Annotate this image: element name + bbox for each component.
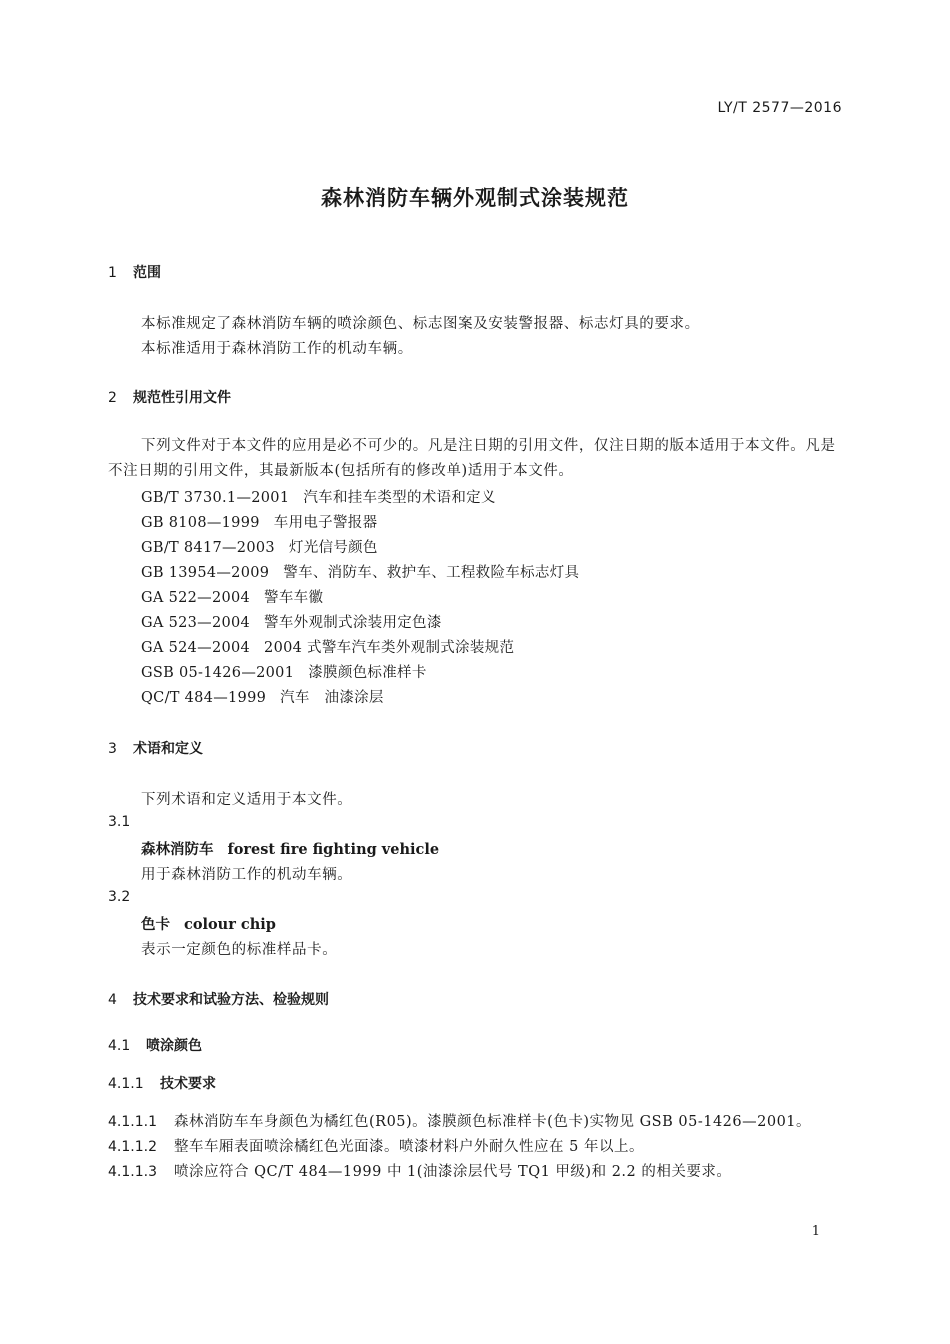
reference-title: 警车、消防车、救护车、工程救险车标志灯具: [283, 565, 580, 581]
reference-item: [141, 511, 377, 532]
subsection-number: 4.1.1: [108, 1076, 144, 1092]
clause-number: 4.1.1.3: [108, 1164, 157, 1180]
section-title: 范围: [133, 265, 161, 281]
section-title: 技术要求和试验方法、检验规则: [133, 992, 329, 1008]
section-4-heading: [108, 989, 329, 1009]
reference-code: GB/T 8417—2003: [141, 540, 275, 556]
clause-text: 喷涂应符合 QC/T 484—1999 中 1(油漆涂层代号 TQ1 甲级)和 2.2 的相关要求。: [174, 1164, 732, 1180]
clause-number: 4.1.1.2: [108, 1139, 157, 1155]
section-number: 1: [108, 265, 117, 281]
term-number: 3.2: [108, 889, 131, 905]
reference-item: [141, 586, 323, 607]
subsection-4-1-heading: [108, 1035, 202, 1055]
reference-code: GA 522—2004: [141, 590, 251, 606]
term-heading: [141, 913, 276, 934]
reference-title: 漆膜颜色标准样卡: [308, 665, 427, 681]
term-zh: 森林消防车: [141, 842, 214, 858]
scope-paragraph-1: 本标准规定了森林消防车辆的喷涂颜色、标志图案及安装警报器、标志灯具的要求。: [141, 316, 700, 332]
references-intro: 下列文件对于本文件的应用是必不可少的。凡是注日期的引用文件，仅注日期的版本适用于本文件。凡是不注日期的引用文件，其最新版本(包括所有的修改单)适用于本文件。: [108, 438, 836, 479]
reference-code: GA 523—2004: [141, 615, 251, 631]
reference-title: 2004 式警车汽车类外观制式涂装规范: [264, 640, 515, 656]
term-en: colour chip: [184, 916, 276, 933]
clause-item: [108, 1160, 731, 1181]
section-3-heading: [108, 738, 203, 758]
page-number: 1: [811, 1224, 820, 1239]
term-definition: 表示一定颜色的标准样品卡。: [141, 942, 338, 958]
reference-item: [141, 636, 514, 657]
section-number: 4: [108, 992, 117, 1008]
clause-number: 4.1.1.1: [108, 1114, 157, 1130]
reference-item: [141, 661, 427, 682]
term-zh: 色卡: [141, 917, 170, 933]
reference-title: 汽车 油漆涂层: [280, 690, 384, 706]
clause-text: 森林消防车车身颜色为橘红色(R05)。漆膜颜色标准样卡(色卡)实物见 GSB 05-1426—2001。: [174, 1114, 812, 1130]
terms-intro: 下列术语和定义适用于本文件。: [141, 792, 353, 808]
reference-item: [141, 536, 378, 557]
section-title: 术语和定义: [133, 741, 203, 757]
subsection-title: 技术要求: [160, 1076, 216, 1092]
standard-code: LY/T 2577—2016: [717, 100, 842, 116]
subsection-4-1-1-heading: [108, 1073, 216, 1093]
section-number: 2: [108, 390, 117, 406]
subsection-title: 喷涂颜色: [146, 1038, 202, 1054]
section-title: 规范性引用文件: [133, 390, 231, 406]
clause-item: [108, 1135, 644, 1156]
section-1-heading: [108, 262, 161, 282]
reference-code: GA 524—2004: [141, 640, 251, 656]
reference-title: 警车外观制式涂装用定色漆: [264, 615, 442, 631]
reference-item: [141, 561, 579, 582]
section-2-heading: [108, 387, 231, 407]
reference-item: [141, 611, 442, 632]
term-heading: [141, 838, 439, 859]
reference-item: [141, 486, 496, 507]
term-en: forest fire fighting vehicle: [227, 841, 440, 858]
reference-code: QC/T 484—1999: [141, 690, 267, 706]
reference-title: 汽车和挂车类型的术语和定义: [303, 490, 496, 506]
reference-code: GB 8108—1999: [141, 515, 260, 531]
reference-item: [141, 686, 384, 707]
section-number: 3: [108, 741, 117, 757]
reference-title: 车用电子警报器: [273, 515, 378, 531]
reference-code: GB 13954—2009: [141, 565, 270, 581]
term-definition: 用于森林消防工作的机动车辆。: [141, 867, 353, 883]
clause-text: 整车车厢表面喷涂橘红色光面漆。喷漆材料户外耐久性应在 5 年以上。: [174, 1139, 644, 1155]
subsection-number: 4.1: [108, 1038, 131, 1054]
clause-item: [108, 1110, 811, 1131]
reference-code: GB/T 3730.1—2001: [141, 490, 290, 506]
document-title: 森林消防车辆外观制式涂装规范: [321, 185, 629, 210]
reference-title: 灯光信号颜色: [288, 540, 378, 556]
reference-title: 警车车徽: [264, 590, 324, 606]
scope-paragraph-2: 本标准适用于森林消防工作的机动车辆。: [141, 341, 413, 357]
term-number: 3.1: [108, 814, 131, 830]
reference-code: GSB 05-1426—2001: [141, 665, 295, 681]
